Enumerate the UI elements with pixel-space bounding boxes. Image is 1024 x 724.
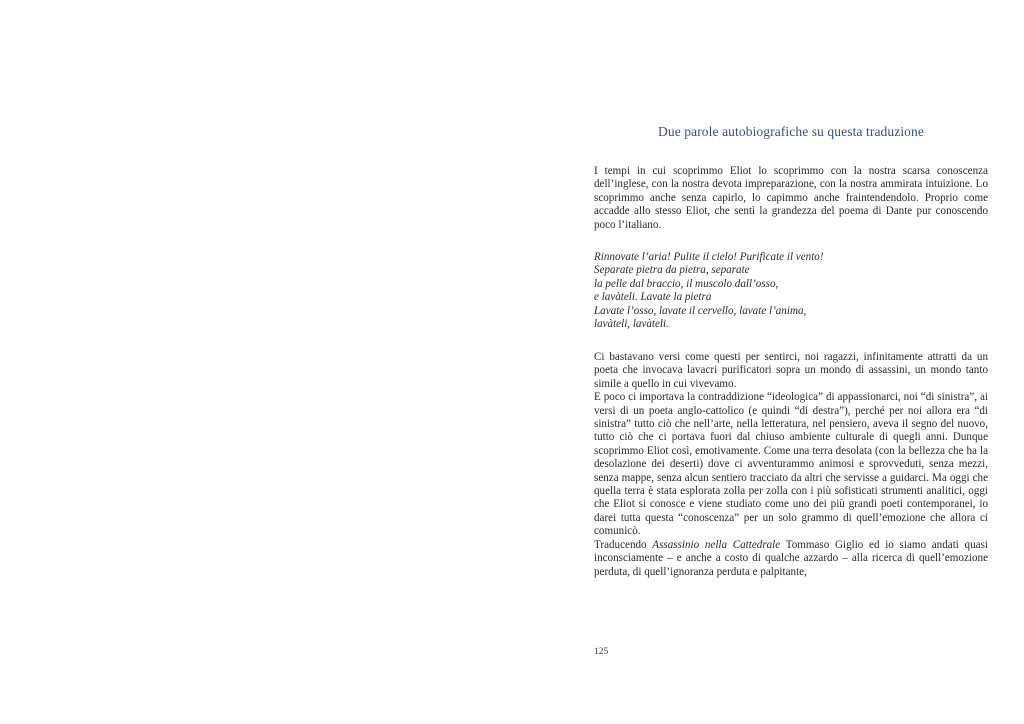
poem-verse: la pelle dal braccio, il muscolo dall’osso,: [594, 277, 779, 290]
poem-verse: e lavàteli. Lavate la pietra: [594, 291, 712, 304]
right-page: [512, 0, 1024, 724]
body-paragraph: E poco ci importava la contraddizione “ideologica” di appassionarci, noi “di sinistra”, ai versi di un poeta anglo-cattolico (e quindi “di destra”), perché per noi allora era “di sinistra” tutto ciò che nell’arte, nella letteratura, nel pensiero, aveva il segno del nuovo, tutto ciò che ci portava fuori dal chiuso ambiente culturale di quegli anni. Dunque scoprimmo Eliot così, emotivamente. Come una terra desolata (con la bellezza che ha la desolazione dei deserti) dove ci avventurammo animosi e sprovveduti, senza mezzi, senza mappe, senza alcun sentiero tracciato da altri che servisse a guidarci. Ma oggi che quella terra è stata esplorata zolla per zolla con i più sofisticati strumenti analitici, oggi che Eliot si conosce e viene studiato come uno dei più grandi poeti contemporanei, io darei tutta questa “conoscenza” per un solo grammo di quell’emozione che allora ci comunicò.: [594, 391, 988, 538]
intro-paragraph: [594, 165, 988, 232]
body-paragraph: Ci bastavano versi come questi per sentirci, noi ragazzi, infinitamente attratti da un poeta che invocava lavacri purificatori sopra un mondo di assassini, un mondo tanto simile a quello in cui vivevamo.: [594, 351, 988, 390]
body-text-lead: Traducendo: [594, 538, 653, 551]
poem-verse: Rinnovate l’aria! Pulite il cielo! Purificate il vento!: [594, 251, 824, 263]
chapter-title: Due parole autobiografiche su questa traduzione: [658, 124, 924, 139]
poem-verse: lavàteli, lavàteli.: [594, 318, 669, 331]
poem-verse: Separate pietra da pietra, separate: [594, 264, 750, 277]
body-paragraph: [594, 539, 988, 579]
poem-quote: [594, 251, 988, 331]
body-text: [594, 351, 988, 579]
poem-verse: Lavate l’osso, lavate il cervello, lavate l’anima,: [594, 304, 807, 317]
work-title: Assassinio nella Cattedrale: [652, 538, 781, 551]
intro-text: I tempi in cui scoprimmo Eliot lo scoprimmo con la nostra scarsa conoscenza dell’inglese, con la nostra devota impreparazione, con la nostra ammirata intuizione. Lo scoprimmo anche senza capirlo, lo capimmo anche fraintendendolo. Proprio come accadde allo stesso Eliot, che sentì la grandezza del poema di Dante pur conoscendo poco l’italiano.: [594, 165, 988, 231]
body-text-rest: Tommaso Giglio ed io siamo andati quasi inconsciamente – e anche a costo di qualche azzardo – alla ricerca di quell’emozione perduta, di quell’ignoranza perduta e palpitante,: [594, 538, 988, 578]
page-number: 125: [594, 647, 609, 657]
